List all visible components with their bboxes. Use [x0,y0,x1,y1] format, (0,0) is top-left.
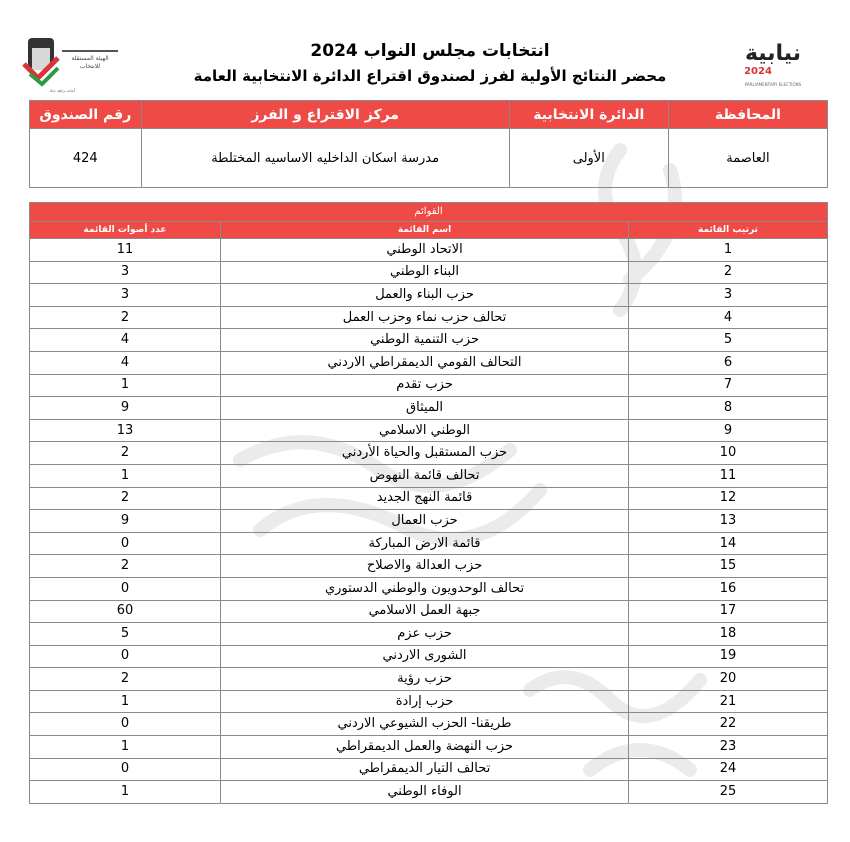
list-rank-cell: 15 [629,555,828,578]
list-votes-cell: 2 [30,487,221,510]
page-title: انتخابات مجلس النواب 2024 [310,41,550,61]
list-votes-cell: 13 [30,419,221,442]
list-votes-cell: 3 [30,284,221,307]
document-header [0,0,850,100]
list-name-cell: تحالف الوحدويون والوطني الدستوري [221,577,629,600]
value-governorate: العاصمة [668,129,827,188]
table-row [30,690,828,713]
header-list-name: اسم القائمة [221,222,629,239]
value-district: الأولى [509,129,668,188]
list-rank-cell: 4 [629,306,828,329]
list-rank-cell: 14 [629,532,828,555]
list-name-cell: الاتحاد الوطني [221,239,629,262]
header-list-votes: عدد أصوات القائمة [30,222,221,239]
table-row [30,532,828,555]
table-row [30,781,828,804]
list-name-cell: حزب إرادة [221,690,629,713]
lists-header-row [30,222,828,239]
elections-2024-logo-icon [738,30,808,90]
list-rank-cell: 5 [629,329,828,352]
list-votes-cell: 0 [30,758,221,781]
list-rank-cell: 20 [629,668,828,691]
list-rank-cell: 1 [629,239,828,262]
table-row [30,713,828,736]
list-rank-cell: 24 [629,758,828,781]
list-votes-cell: 9 [30,397,221,420]
list-rank-cell: 3 [629,284,828,307]
iec-logo-text-2: للانتخاب [79,63,101,70]
list-rank-cell: 18 [629,623,828,646]
list-votes-cell: 0 [30,645,221,668]
table-row [30,758,828,781]
table-row [30,600,828,623]
list-rank-cell: 8 [629,397,828,420]
table-row [30,442,828,465]
list-name-cell: حزب العدالة والاصلاح [221,555,629,578]
header-governorate: المحافظة [668,101,827,129]
elections-logo-caption: PARLIAMENTARY ELECTIONS [744,82,802,87]
list-rank-cell: 21 [629,690,828,713]
list-name-cell: حزب المستقبل والحياة الأردني [221,442,629,465]
list-votes-cell: 2 [30,442,221,465]
list-rank-cell: 10 [629,442,828,465]
list-rank-cell: 12 [629,487,828,510]
iec-logo-text-1: الهيئة المستقلة [71,55,109,62]
table-row [30,351,828,374]
list-votes-cell: 0 [30,577,221,600]
list-rank-cell: 23 [629,736,828,759]
header-box-number: رقم الصندوق [30,101,142,129]
list-rank-cell: 9 [629,419,828,442]
table-row [30,284,828,307]
list-name-cell: قائمة الارض المباركة [221,532,629,555]
list-votes-cell: 0 [30,713,221,736]
elections-logo-year: 2024 [744,66,772,77]
table-row [30,645,828,668]
polling-info-table [29,100,828,188]
table-row [30,736,828,759]
list-name-cell: حزب عزم [221,623,629,646]
table-row [30,306,828,329]
table-row [30,577,828,600]
table-row [30,419,828,442]
list-name-cell: الميثاق [221,397,629,420]
list-votes-cell: 11 [30,239,221,262]
info-header-row [30,101,828,129]
list-votes-cell: 1 [30,781,221,804]
header-center: مركز الاقتراع و الفرز [141,101,509,129]
table-row [30,623,828,646]
list-votes-cell: 2 [30,555,221,578]
table-row [30,510,828,533]
list-votes-cell: 1 [30,464,221,487]
iec-logo-motto: أمانة نزاهة حياد [49,88,75,93]
header-district: الدائرة الانتخابية [509,101,668,129]
list-name-cell: الوفاء الوطني [221,781,629,804]
lists-results-table [29,202,828,804]
list-name-cell: حزب العمال [221,510,629,533]
list-votes-cell: 1 [30,736,221,759]
value-box-number: 424 [30,129,142,188]
list-rank-cell: 16 [629,577,828,600]
list-name-cell: تحالف حزب نماء وحزب العمل [221,306,629,329]
list-rank-cell: 6 [629,351,828,374]
elections-logo-main: نيابية [744,41,802,66]
list-name-cell: الوطني الاسلامي [221,419,629,442]
lists-caption: القوائم [30,203,828,222]
list-votes-cell: 9 [30,510,221,533]
list-votes-cell: 0 [30,532,221,555]
list-votes-cell: 60 [30,600,221,623]
list-name-cell: حزب تقدم [221,374,629,397]
list-rank-cell: 22 [629,713,828,736]
list-name-cell: حزب التنمية الوطني [221,329,629,352]
list-rank-cell: 7 [629,374,828,397]
info-values-row [30,129,828,188]
table-row [30,555,828,578]
iec-logo-icon [22,30,122,100]
list-name-cell: التحالف القومي الديمقراطي الاردني [221,351,629,374]
list-rank-cell: 25 [629,781,828,804]
list-votes-cell: 4 [30,351,221,374]
list-votes-cell: 2 [30,668,221,691]
value-center: مدرسة اسكان الداخليه الاساسيه المختلطة [141,129,509,188]
table-row [30,261,828,284]
page-subtitle: محضر النتائج الأولية لفرز لصندوق اقتراع الدائرة الانتخابية العامة [193,67,667,85]
list-rank-cell: 17 [629,600,828,623]
list-votes-cell: 3 [30,261,221,284]
list-votes-cell: 1 [30,374,221,397]
list-name-cell: البناء الوطني [221,261,629,284]
table-row [30,464,828,487]
list-rank-cell: 2 [629,261,828,284]
table-row [30,487,828,510]
list-name-cell: تحالف التيار الديمقراطي [221,758,629,781]
header-list-rank: ترتيب القائمة [629,222,828,239]
list-votes-cell: 5 [30,623,221,646]
list-votes-cell: 4 [30,329,221,352]
table-row [30,668,828,691]
list-name-cell: الشورى الاردني [221,645,629,668]
table-row [30,374,828,397]
list-name-cell: جبهة العمل الاسلامي [221,600,629,623]
list-votes-cell: 2 [30,306,221,329]
list-name-cell: حزب النهضة والعمل الديمقراطي [221,736,629,759]
list-name-cell: قائمة النهج الجديد [221,487,629,510]
table-row [30,239,828,262]
list-name-cell: حزب رؤية [221,668,629,691]
table-row [30,397,828,420]
lists-caption-row [30,203,828,222]
list-votes-cell: 1 [30,690,221,713]
list-name-cell: طريقنا- الحزب الشيوعي الاردني [221,713,629,736]
list-rank-cell: 13 [629,510,828,533]
list-name-cell: تحالف قائمة النهوض [221,464,629,487]
lists-body [30,239,828,804]
table-row [30,329,828,352]
list-rank-cell: 19 [629,645,828,668]
list-rank-cell: 11 [629,464,828,487]
list-name-cell: حزب البناء والعمل [221,284,629,307]
